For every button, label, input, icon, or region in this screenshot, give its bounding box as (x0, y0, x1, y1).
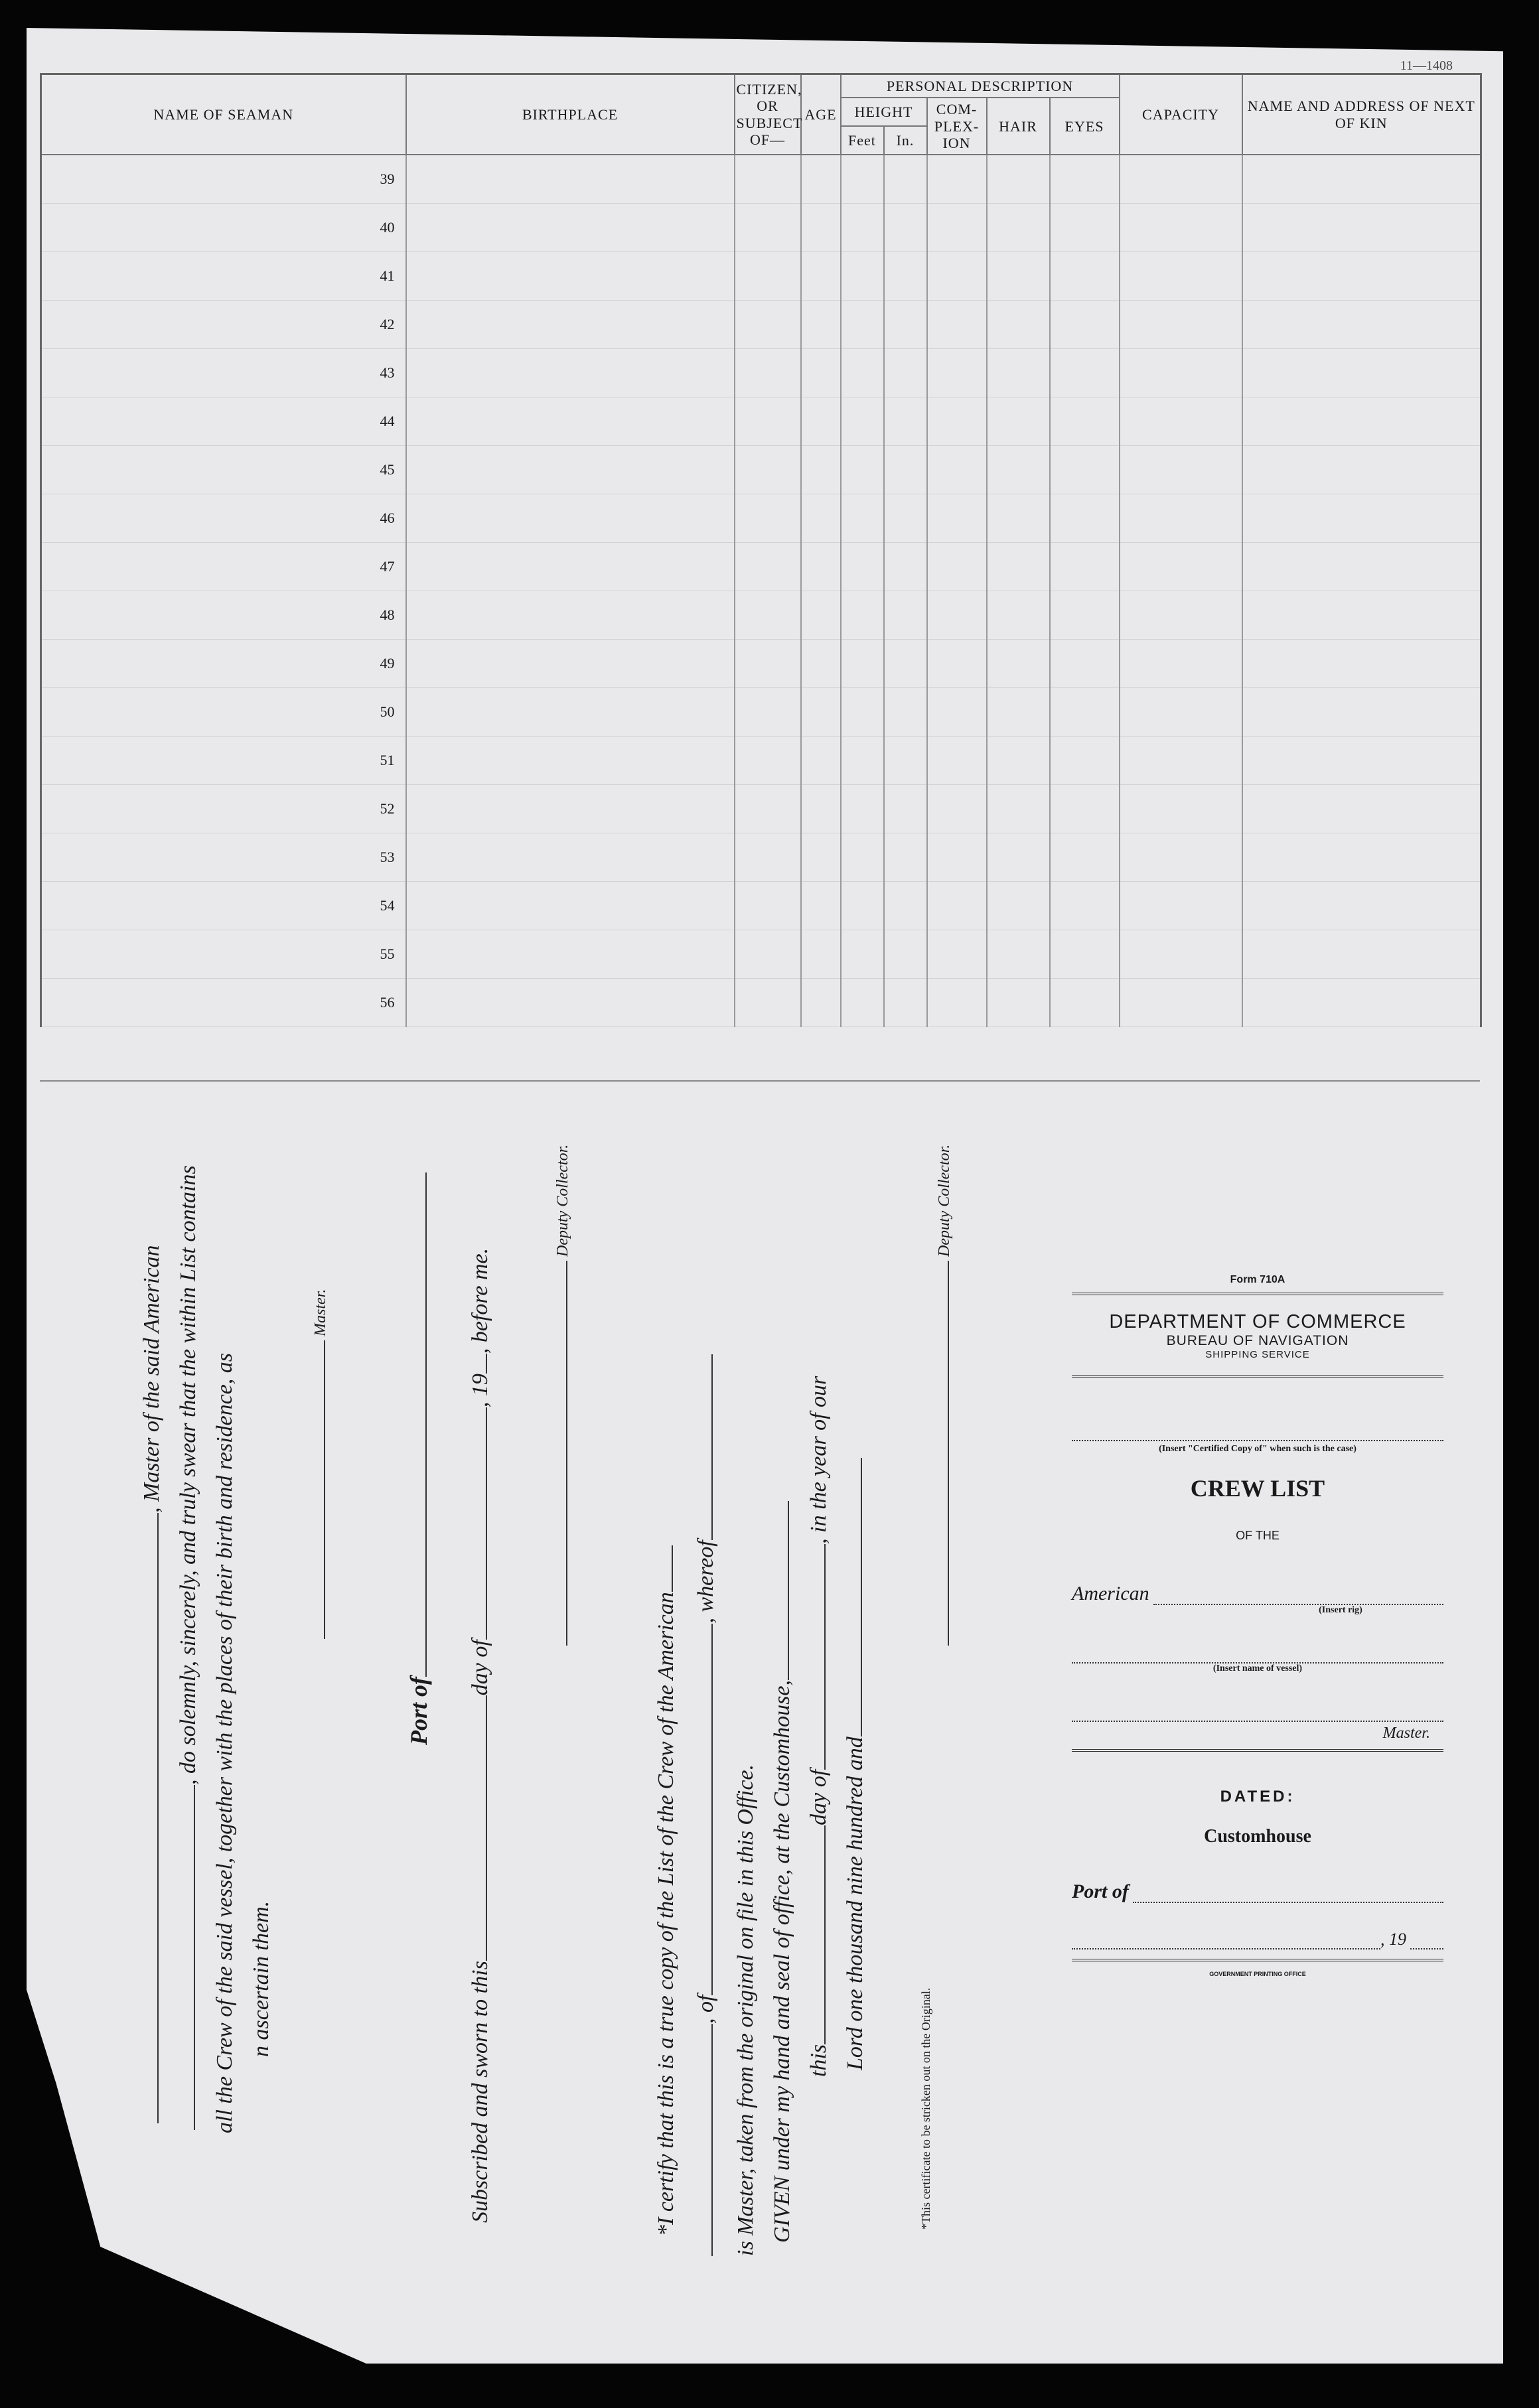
table-cell (735, 688, 801, 737)
table-cell (987, 979, 1050, 1027)
master-label: Master. (1382, 1725, 1430, 1742)
table-cell (406, 397, 735, 446)
table-cell (1050, 494, 1120, 543)
table-cell (1120, 833, 1242, 882)
table-row (41, 979, 1481, 1027)
insert-certified-caption: (Insert "Certified Copy of" when such is the case) (1159, 1444, 1356, 1454)
table-cell (406, 349, 735, 397)
header-hair: HAIR (987, 98, 1050, 155)
table-cell (735, 204, 801, 252)
table-cell (735, 785, 801, 833)
table-cell (927, 833, 987, 882)
table-cell (841, 301, 884, 349)
table-cell (1050, 737, 1120, 785)
table-cell (841, 349, 884, 397)
table-cell (1120, 979, 1242, 1027)
table-cell (1120, 446, 1242, 494)
table-cell (1120, 204, 1242, 252)
header-citizen: CITIZEN, OR SUBJECT OF— (735, 74, 801, 155)
header-kin: NAME AND ADDRESS OF NEXT OF KIN (1242, 74, 1481, 155)
table-cell (1242, 349, 1481, 397)
table-cell (884, 882, 927, 930)
insert-vessel-caption: (Insert name of vessel) (1212, 1664, 1303, 1673)
table-cell (927, 979, 987, 1027)
table-cell (1050, 155, 1120, 204)
table-cell (841, 979, 884, 1027)
table-cell (801, 252, 841, 301)
oath-line-1: , Master of the said American (139, 1245, 165, 2123)
table-cell (841, 688, 884, 737)
table-cell (841, 591, 884, 640)
table-cell (841, 930, 884, 979)
table-cell (406, 155, 735, 204)
table-row (41, 737, 1481, 785)
table-cell (406, 543, 735, 591)
table-cell (406, 591, 735, 640)
table-cell (1120, 930, 1242, 979)
table-cell (735, 833, 801, 882)
service-title: SHIPPING SERVICE (1205, 1349, 1310, 1360)
table-cell (406, 640, 735, 688)
table-cell (1050, 785, 1120, 833)
table-cell (927, 494, 987, 543)
table-cell (1050, 301, 1120, 349)
table-cell (406, 737, 735, 785)
certify-line-5: thisday of, in the year of our (806, 1376, 831, 2077)
table-cell (1120, 494, 1242, 543)
table-cell (987, 446, 1050, 494)
table-cell (735, 301, 801, 349)
table-row (41, 543, 1481, 591)
table-cell (406, 882, 735, 930)
certify-deputy: Deputy Collector. (936, 1145, 954, 1646)
table-cell (801, 640, 841, 688)
table-cell (406, 252, 735, 301)
of-the-label: OF THE (1236, 1529, 1280, 1542)
table-cell (987, 494, 1050, 543)
table-row (41, 349, 1481, 397)
table-cell (927, 785, 987, 833)
table-cell (1120, 349, 1242, 397)
department-title: DEPARTMENT OF COMMERCE (1109, 1311, 1406, 1332)
table-cell (406, 833, 735, 882)
crew-list-title: CREW LIST (1190, 1475, 1325, 1502)
certify-line-3: is Master, taken from the original on file in this Office. (733, 1764, 758, 2256)
table-cell (884, 640, 927, 688)
dated-label: DATED: (1220, 1788, 1295, 1806)
row-number: 47 (41, 543, 406, 591)
table-cell (841, 494, 884, 543)
table-cell (801, 155, 841, 204)
table-cell (406, 979, 735, 1027)
table-cell (987, 397, 1050, 446)
table-cell (987, 204, 1050, 252)
table-cell (1120, 640, 1242, 688)
certify-line-6: Lord one thousand nine hundred and (843, 1458, 868, 2070)
table-cell (927, 349, 987, 397)
header-birthplace: BIRTHPLACE (406, 74, 735, 155)
table-cell (735, 155, 801, 204)
table-cell (987, 349, 1050, 397)
table-cell (987, 785, 1050, 833)
form-number: Form 710A (1230, 1274, 1285, 1285)
table-cell (1242, 446, 1481, 494)
table-row (41, 785, 1481, 833)
table-cell (1242, 640, 1481, 688)
table-cell (884, 979, 927, 1027)
table-cell (987, 155, 1050, 204)
insert-rig-caption: (Insert rig) (1319, 1605, 1362, 1615)
table-cell (927, 640, 987, 688)
crew-table (40, 73, 1482, 1027)
table-cell (406, 301, 735, 349)
date-year-field: , 19 (1072, 1930, 1443, 1949)
table-cell (406, 446, 735, 494)
table-cell (1242, 591, 1481, 640)
table-row (41, 688, 1481, 737)
table-cell (1050, 446, 1120, 494)
header-name: NAME OF SEAMAN (41, 74, 406, 155)
table-cell (884, 785, 927, 833)
table-cell (801, 930, 841, 979)
table-cell (1120, 882, 1242, 930)
row-number: 45 (41, 446, 406, 494)
table-cell (1242, 688, 1481, 737)
table-cell (987, 591, 1050, 640)
table-cell (987, 882, 1050, 930)
table-cell (406, 930, 735, 979)
table-cell (841, 833, 884, 882)
table-cell (987, 930, 1050, 979)
table-cell (735, 930, 801, 979)
row-number: 54 (41, 882, 406, 930)
table-cell (1242, 833, 1481, 882)
table-cell (735, 591, 801, 640)
table-cell (1120, 155, 1242, 204)
table-cell (1050, 591, 1120, 640)
table-cell (987, 688, 1050, 737)
row-number: 48 (41, 591, 406, 640)
table-cell (884, 204, 927, 252)
table-cell (1050, 640, 1120, 688)
certify-line-4: GIVEN under my hand and seal of office, at the Customhouse, (770, 1501, 795, 2243)
table-cell (801, 833, 841, 882)
table-cell (987, 640, 1050, 688)
american-rig-field: American (1072, 1583, 1443, 1605)
table-cell (735, 640, 801, 688)
table-cell (735, 252, 801, 301)
row-number: 49 (41, 640, 406, 688)
table-cell (735, 446, 801, 494)
table-cell (987, 252, 1050, 301)
table-cell (884, 252, 927, 301)
table-cell (801, 301, 841, 349)
header-inches: In. (884, 126, 927, 155)
table-cell (841, 252, 884, 301)
oath-line-3: all the Crew of the said vessel, together with the places of their birth and residence, as (212, 1353, 237, 2133)
table-cell (927, 252, 987, 301)
table-cell (406, 204, 735, 252)
certify-line-1: *I certify that this is a true copy of the List of the Crew of the American (654, 1545, 679, 2236)
oath-master: Master. (312, 1289, 330, 1639)
table-cell (735, 397, 801, 446)
table-cell (801, 349, 841, 397)
header-age: AGE (801, 74, 841, 155)
table-row (41, 833, 1481, 882)
row-number: 39 (41, 155, 406, 204)
row-number: 43 (41, 349, 406, 397)
table-cell (927, 397, 987, 446)
table-cell (841, 446, 884, 494)
table-cell (735, 349, 801, 397)
table-cell (406, 785, 735, 833)
table-cell (1242, 494, 1481, 543)
table-cell (801, 979, 841, 1027)
table-cell (987, 833, 1050, 882)
row-number: 44 (41, 397, 406, 446)
table-cell (1242, 204, 1481, 252)
header-capacity: CAPACITY (1120, 74, 1242, 155)
table-cell (927, 301, 987, 349)
table-row (41, 930, 1481, 979)
header-feet: Feet (841, 126, 884, 155)
table-cell (1242, 785, 1481, 833)
table-bottom-rule (40, 1080, 1480, 1082)
table-cell (1050, 688, 1120, 737)
table-cell (1050, 833, 1120, 882)
table-cell (735, 979, 801, 1027)
certify-footnote: *This certificate to be stricken out on the Original. (919, 1987, 932, 2230)
table-cell (1120, 397, 1242, 446)
row-number: 50 (41, 688, 406, 737)
table-cell (735, 882, 801, 930)
table-cell (735, 737, 801, 785)
table-cell (927, 930, 987, 979)
row-number: 55 (41, 930, 406, 979)
table-cell (1050, 882, 1120, 930)
table-cell (801, 785, 841, 833)
table-cell (1242, 543, 1481, 591)
table-cell (1050, 979, 1120, 1027)
table-cell (884, 494, 927, 543)
header-eyes: EYES (1050, 98, 1120, 155)
table-cell (884, 543, 927, 591)
table-cell (801, 446, 841, 494)
row-number: 51 (41, 737, 406, 785)
table-cell (801, 204, 841, 252)
table-cell (1120, 301, 1242, 349)
table-row (41, 591, 1481, 640)
table-cell (884, 397, 927, 446)
table-cell (406, 688, 735, 737)
header-complexion: COM-PLEX-ION (927, 98, 987, 155)
table-cell (801, 737, 841, 785)
table-cell (801, 688, 841, 737)
table-cell (884, 301, 927, 349)
table-cell (1050, 930, 1120, 979)
table-cell (735, 543, 801, 591)
table-cell (884, 446, 927, 494)
table-cell (841, 543, 884, 591)
row-number: 42 (41, 301, 406, 349)
table-cell (1242, 155, 1481, 204)
table-cell (841, 640, 884, 688)
table-cell (1242, 252, 1481, 301)
table-cell (841, 204, 884, 252)
table-cell (927, 591, 987, 640)
oath-line-2: , do solemnly, sincerely, and truly swear that the within List contains (176, 1165, 201, 2130)
table-cell (1120, 785, 1242, 833)
table-cell (1050, 252, 1120, 301)
port-of-field: Port of (1072, 1880, 1443, 1903)
row-number: 46 (41, 494, 406, 543)
table-cell (801, 591, 841, 640)
table-row (41, 204, 1481, 252)
table-cell (884, 737, 927, 785)
bureau-title: BUREAU OF NAVIGATION (1166, 1333, 1349, 1348)
table-cell (884, 833, 927, 882)
printer-imprint: GOVERNMENT PRINTING OFFICE (1209, 1971, 1306, 1977)
table-cell (927, 446, 987, 494)
table-cell (927, 155, 987, 204)
form-code: 11—1408 (1400, 58, 1453, 73)
row-number: 41 (41, 252, 406, 301)
table-cell (841, 882, 884, 930)
table-cell (987, 301, 1050, 349)
table-cell (927, 688, 987, 737)
table-cell (1242, 930, 1481, 979)
table-cell (1242, 737, 1481, 785)
table-cell (841, 155, 884, 204)
table-cell (987, 543, 1050, 591)
table-cell (801, 882, 841, 930)
row-number: 53 (41, 833, 406, 882)
table-row (41, 640, 1481, 688)
table-row (41, 301, 1481, 349)
table-row (41, 446, 1481, 494)
oath-line-4: n ascertain them. (249, 1900, 273, 2057)
table-cell (841, 737, 884, 785)
table-cell (884, 930, 927, 979)
table-row (41, 252, 1481, 301)
table-cell (1242, 979, 1481, 1027)
oath-port: Port of (405, 1172, 433, 1745)
header-height: HEIGHT (841, 98, 927, 126)
table-row (41, 882, 1481, 930)
table-cell (1242, 882, 1481, 930)
table-cell (1120, 591, 1242, 640)
table-cell (1120, 252, 1242, 301)
table-cell (801, 397, 841, 446)
table-row (41, 155, 1481, 204)
table-cell (927, 737, 987, 785)
table-cell (884, 688, 927, 737)
row-number: 52 (41, 785, 406, 833)
table-cell (927, 204, 987, 252)
table-cell (801, 494, 841, 543)
table-cell (1120, 737, 1242, 785)
customhouse-label: Customhouse (1204, 1826, 1311, 1847)
table-cell (927, 543, 987, 591)
header-personal: PERSONAL DESCRIPTION (841, 74, 1120, 98)
table-cell (1242, 301, 1481, 349)
table-cell (884, 349, 927, 397)
table-row (41, 494, 1481, 543)
row-number: 40 (41, 204, 406, 252)
certify-line-2: , of, whereof (694, 1354, 719, 2256)
crew-list-cover (1072, 1274, 1443, 1977)
table-cell (735, 494, 801, 543)
table-cell (1050, 543, 1120, 591)
table-row (41, 397, 1481, 446)
table-cell (801, 543, 841, 591)
table-cell (1050, 204, 1120, 252)
table-cell (1050, 349, 1120, 397)
row-number: 56 (41, 979, 406, 1027)
table-cell (884, 591, 927, 640)
table-cell (841, 397, 884, 446)
table-cell (1120, 543, 1242, 591)
table-cell (1120, 688, 1242, 737)
table-cell (987, 737, 1050, 785)
table-cell (841, 785, 884, 833)
oath-deputy: Deputy Collector. (554, 1145, 572, 1646)
oath-subscribed: Subscribed and sworn to thisday of, 19, before me. (468, 1247, 492, 2223)
table-cell (1050, 397, 1120, 446)
table-cell (884, 155, 927, 204)
table-cell (1242, 397, 1481, 446)
table-cell (927, 882, 987, 930)
table-cell (406, 494, 735, 543)
